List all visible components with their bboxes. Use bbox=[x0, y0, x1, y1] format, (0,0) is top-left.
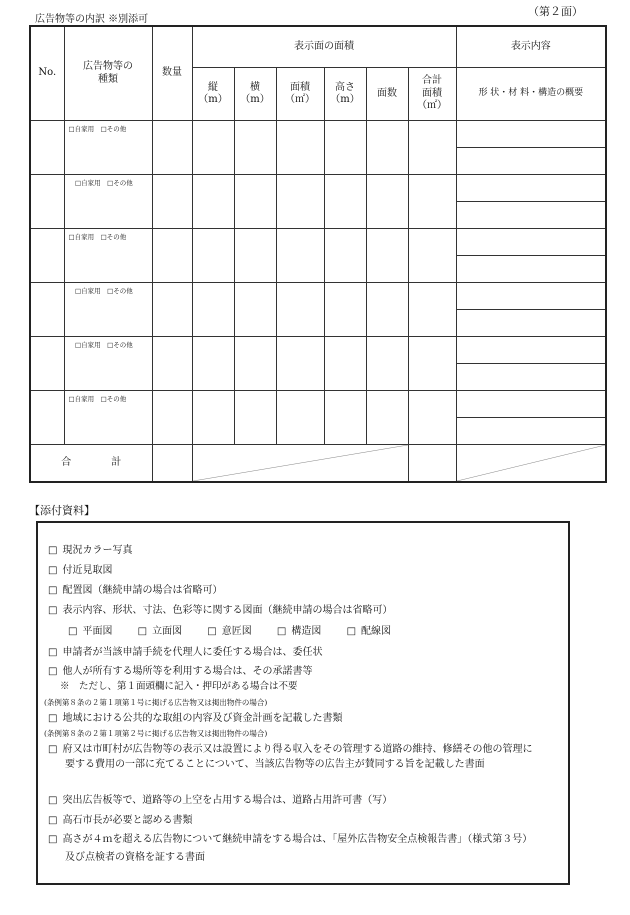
cell-elevation[interactable] bbox=[324, 391, 366, 445]
checkbox-icon[interactable]: □ bbox=[48, 647, 58, 658]
cell-content[interactable] bbox=[456, 121, 606, 148]
cell-faces[interactable] bbox=[366, 121, 408, 175]
attachment-item[interactable]: □ 地域における公共的な取組の内容及び資金計画を記載した書類 bbox=[48, 713, 343, 724]
cell-description[interactable] bbox=[456, 148, 606, 175]
attachment-item[interactable]: □ 配置図（継続申請の場合は省略可） bbox=[48, 585, 223, 596]
attachment-item[interactable]: □ 他人が所有する場所等を利用する場合は、その承諾書等 bbox=[48, 666, 313, 677]
advertisement-breakdown-table bbox=[29, 25, 607, 483]
header-content: 表示内容 bbox=[456, 26, 606, 68]
cell-content[interactable] bbox=[456, 283, 606, 310]
checkbox-icon[interactable]: □ bbox=[48, 666, 58, 677]
cell-kind[interactable]: □自家用 □その他 bbox=[64, 337, 152, 391]
total-label: 合 計 bbox=[30, 445, 152, 483]
cell-width[interactable] bbox=[234, 175, 276, 229]
header-kind: 広告物等の 種類 bbox=[64, 26, 152, 121]
cell-kind[interactable]: □自家用 □その他 bbox=[64, 121, 152, 175]
cell-quantity[interactable] bbox=[152, 121, 192, 175]
checkbox-icon[interactable]: □ bbox=[68, 626, 78, 637]
cell-quantity[interactable] bbox=[152, 391, 192, 445]
cell-description[interactable] bbox=[456, 256, 606, 283]
cell-quantity[interactable] bbox=[152, 229, 192, 283]
attachment-item[interactable]: □ 付近見取図 bbox=[48, 565, 113, 576]
cell-width[interactable] bbox=[234, 121, 276, 175]
cell-content[interactable] bbox=[456, 337, 606, 364]
checkbox-icon[interactable]: □ bbox=[48, 815, 58, 826]
cell-faces[interactable] bbox=[366, 391, 408, 445]
attachment-item-continued: 及び点検者の資格を証する書面 bbox=[65, 852, 205, 863]
header-total-area: 合計 面積 （㎡） bbox=[408, 68, 456, 121]
cell-description[interactable] bbox=[456, 310, 606, 337]
cell-quantity[interactable] bbox=[152, 337, 192, 391]
header-faces: 面数 bbox=[366, 68, 408, 121]
cell-description[interactable] bbox=[456, 418, 606, 445]
cell-area[interactable] bbox=[276, 283, 324, 337]
cell-kind[interactable]: □自家用 □その他 bbox=[64, 391, 152, 445]
clause-note-2: (条例第８条の２第１項第２号に掲げる広告物又は掲出物件の場合) bbox=[44, 729, 268, 738]
total-quantity[interactable] bbox=[152, 445, 192, 483]
checkbox-icon[interactable]: □ bbox=[48, 605, 58, 616]
cell-height[interactable] bbox=[192, 121, 234, 175]
checkbox-icon[interactable]: □ bbox=[48, 795, 58, 806]
header-quantity: 数量 bbox=[152, 26, 192, 121]
header-no: No. bbox=[30, 26, 64, 121]
cell-height[interactable] bbox=[192, 175, 234, 229]
cell-faces[interactable] bbox=[366, 229, 408, 283]
cell-area[interactable] bbox=[276, 229, 324, 283]
cell-content[interactable] bbox=[456, 175, 606, 202]
cell-height[interactable] bbox=[192, 391, 234, 445]
checkbox-icon[interactable]: □ bbox=[207, 626, 217, 637]
cell-elevation[interactable] bbox=[324, 283, 366, 337]
cell-area[interactable] bbox=[276, 175, 324, 229]
checkbox-icon[interactable]: □ bbox=[137, 626, 148, 637]
cell-width[interactable] bbox=[234, 229, 276, 283]
attachment-item[interactable]: □ 突出広告板等で、道路等の上空を占用する場合は、道路占用許可書（写） bbox=[48, 795, 393, 806]
cell-faces[interactable] bbox=[366, 283, 408, 337]
cell-no[interactable] bbox=[30, 283, 64, 337]
cell-description[interactable] bbox=[456, 364, 606, 391]
cell-faces[interactable] bbox=[366, 337, 408, 391]
total-struck-area bbox=[192, 445, 408, 483]
attachment-item[interactable]: □ 府又は市町村が広告物等の表示又は設置により得る収入をその管理する道路の維持、修繕その他の管理に bbox=[48, 744, 533, 755]
header-description: 形 状・材 料・構造の概要 bbox=[456, 68, 606, 121]
header-display-area: 表示面の面積 bbox=[192, 26, 456, 68]
header-area: 面積 （㎡） bbox=[276, 68, 324, 121]
cell-area[interactable] bbox=[276, 391, 324, 445]
attachment-item[interactable]: □ 表示内容、形状、寸法、色彩等に関する図面（継続申請の場合は省略可） bbox=[48, 605, 393, 616]
drawing-types: □ 平面図 □ 立面図 □ 意匠図 □ 構造図 □ 配線図 bbox=[68, 626, 392, 637]
attachment-item[interactable]: □ 高さが４ｍを超える広告物について継続申請をする場合は、「屋外広告物安全点検報告書」（様式第３号） bbox=[48, 834, 533, 845]
cell-height[interactable] bbox=[192, 229, 234, 283]
checkbox-icon[interactable]: □ bbox=[48, 713, 58, 724]
checkbox-icon[interactable]: □ bbox=[48, 744, 58, 755]
total-area-sum[interactable] bbox=[408, 445, 456, 483]
cell-width[interactable] bbox=[234, 283, 276, 337]
attachment-item[interactable]: □ 高石市長が必要と認める書類 bbox=[48, 815, 193, 826]
cell-no[interactable] bbox=[30, 121, 64, 175]
cell-no[interactable] bbox=[30, 391, 64, 445]
cell-total-area[interactable] bbox=[408, 121, 456, 175]
cell-no[interactable] bbox=[30, 337, 64, 391]
cell-width[interactable] bbox=[234, 391, 276, 445]
diagonal-strike bbox=[193, 445, 408, 481]
section-title: 広告物等の内訳 ※別添可 bbox=[35, 14, 149, 25]
cell-no[interactable] bbox=[30, 175, 64, 229]
cell-elevation[interactable] bbox=[324, 175, 366, 229]
cell-total-area[interactable] bbox=[408, 283, 456, 337]
cell-content[interactable] bbox=[456, 229, 606, 256]
cell-width[interactable] bbox=[234, 337, 276, 391]
checkbox-icon[interactable]: □ bbox=[276, 626, 287, 637]
header-elevation: 高さ （m） bbox=[324, 68, 366, 121]
cell-total-area[interactable] bbox=[408, 229, 456, 283]
cell-height[interactable] bbox=[192, 337, 234, 391]
checkbox-icon[interactable]: □ bbox=[346, 626, 357, 637]
cell-content[interactable] bbox=[456, 391, 606, 418]
cell-total-area[interactable] bbox=[408, 391, 456, 445]
attachment-item[interactable]: □ 申請者が当該申請手続を代理人に委任する場合は、委任状 bbox=[48, 647, 323, 658]
total-content-struck bbox=[456, 445, 606, 483]
attachments-box bbox=[36, 521, 570, 885]
cell-area[interactable] bbox=[276, 121, 324, 175]
seal-note: ※ ただし、第１面頭欄に記入・押印がある場合は不要 bbox=[60, 681, 298, 692]
cell-faces[interactable] bbox=[366, 175, 408, 229]
cell-quantity[interactable] bbox=[152, 283, 192, 337]
cell-kind[interactable]: □自家用 □その他 bbox=[64, 229, 152, 283]
cell-kind[interactable]: □自家用 □その他 bbox=[64, 283, 152, 337]
checkbox-icon[interactable]: □ bbox=[48, 834, 58, 845]
header-width: 横 （m） bbox=[234, 68, 276, 121]
cell-total-area[interactable] bbox=[408, 175, 456, 229]
cell-description[interactable] bbox=[456, 202, 606, 229]
checkbox-icon[interactable]: □ bbox=[48, 585, 58, 596]
diagonal-strike bbox=[457, 445, 606, 481]
cell-elevation[interactable] bbox=[324, 337, 366, 391]
attachment-item-continued: 要する費用の一部に充てることについて、当該広告物等の広告主が賛同する旨を記載した書面 bbox=[65, 759, 485, 770]
cell-total-area[interactable] bbox=[408, 337, 456, 391]
cell-elevation[interactable] bbox=[324, 229, 366, 283]
checkbox-icon[interactable]: □ bbox=[48, 565, 58, 576]
cell-no[interactable] bbox=[30, 229, 64, 283]
attachment-item[interactable]: □ 現況カラー写真 bbox=[48, 545, 133, 556]
checkbox-icon[interactable]: □ bbox=[48, 545, 58, 556]
cell-area[interactable] bbox=[276, 337, 324, 391]
attachments-title: 【添付資料】 bbox=[29, 504, 95, 517]
cell-elevation[interactable] bbox=[324, 121, 366, 175]
cell-kind[interactable]: □自家用 □その他 bbox=[64, 175, 152, 229]
cell-quantity[interactable] bbox=[152, 175, 192, 229]
clause-note-1: (条例第８条の２第１項第１号に掲げる広告物又は掲出物件の場合) bbox=[44, 698, 268, 707]
cell-height[interactable] bbox=[192, 283, 234, 337]
header-height-vertical: 縦 （m） bbox=[192, 68, 234, 121]
page-number: （第２面） bbox=[528, 5, 583, 18]
